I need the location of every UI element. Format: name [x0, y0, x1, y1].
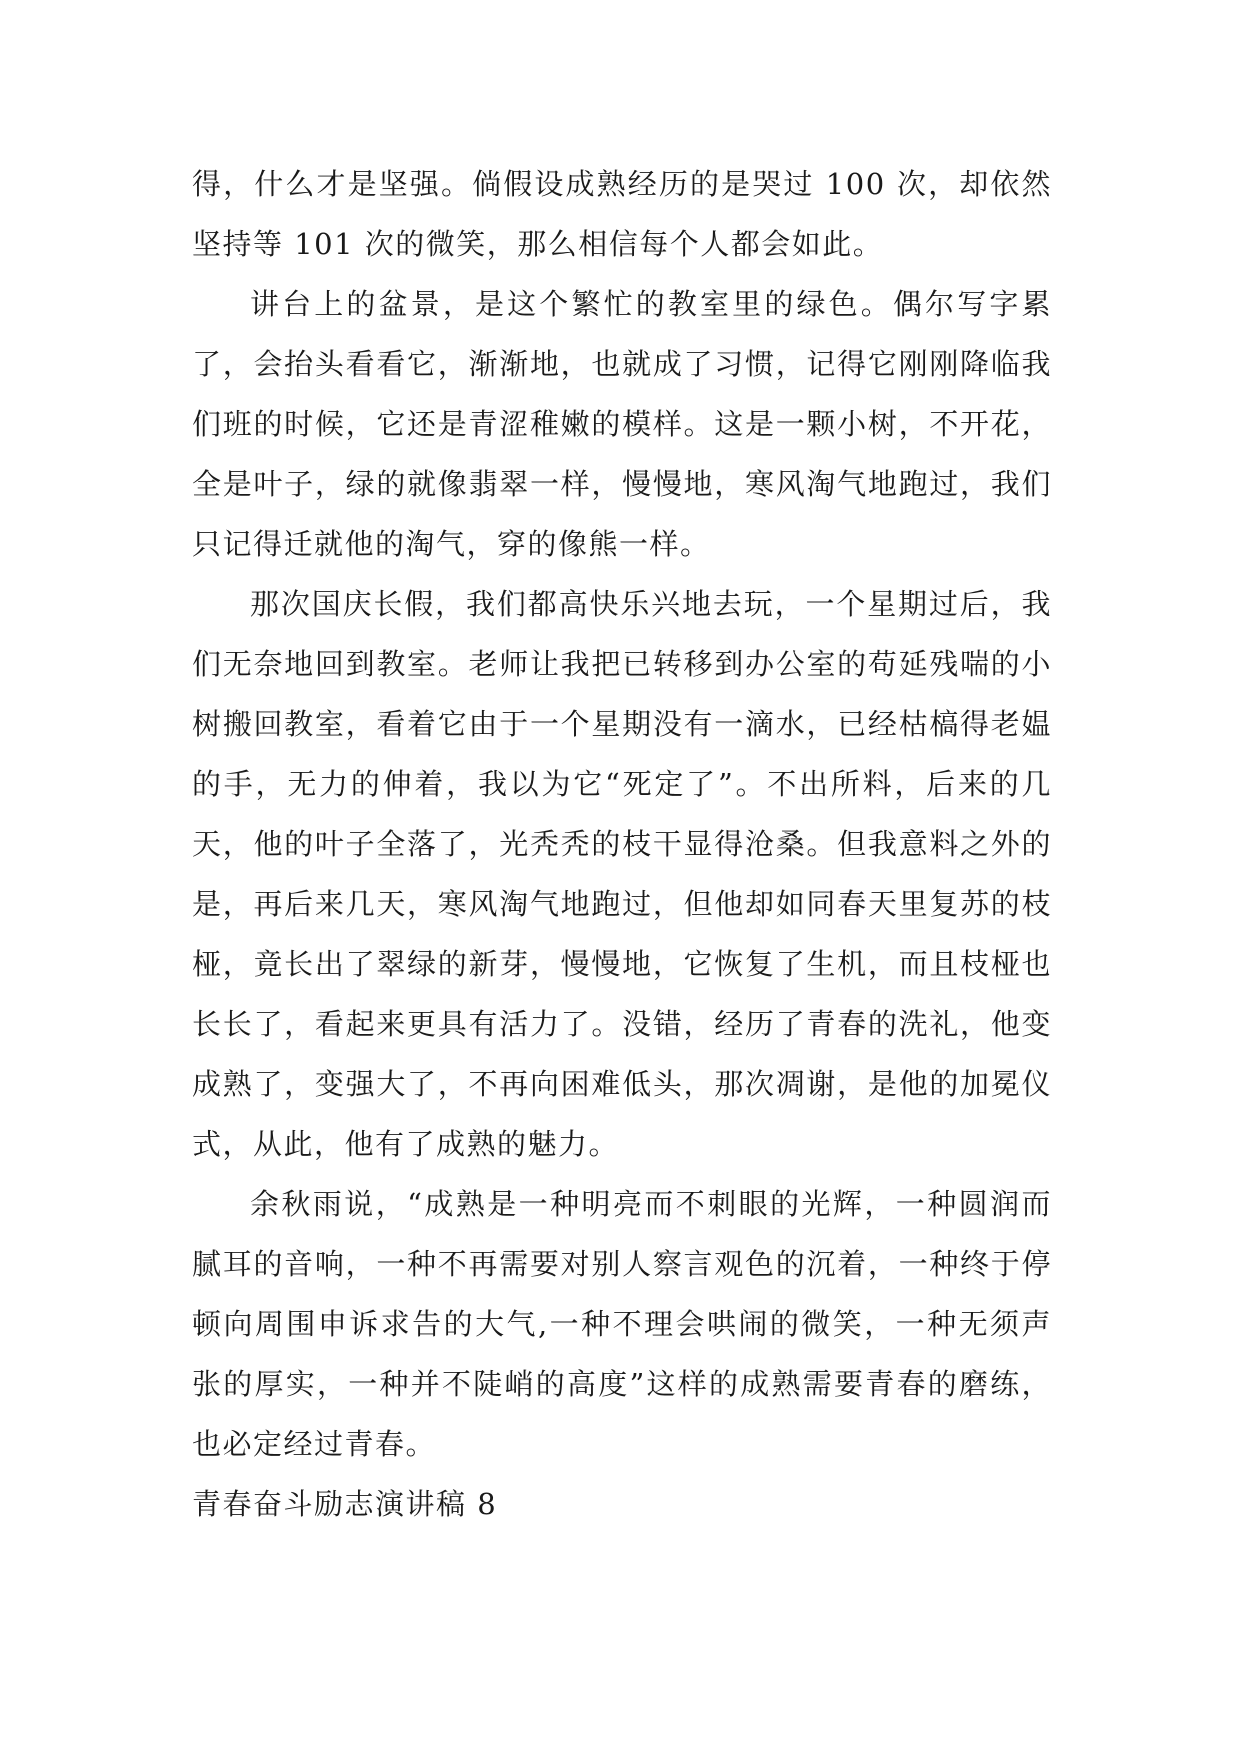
paragraph-bonsai: 讲台上的盆景，是这个繁忙的教室里的绿色。偶尔写字累了，会抬头看看它，渐渐地，也就成了习惯，记得它刚刚降临我们班的时候，它还是青涩稚嫩的模样。这是一颗小树，不开花，全是叶子，绿的就像翡翠一样，慢慢地，寒风淘气地跑过，我们只记得迁就他的淘气，穿的像熊一样。 [192, 287, 1052, 561]
paragraph-continuation: 得，什么才是坚强。倘假设成熟经历的是哭过 100 次，却依然坚持等 101 次的微笑，那么相信每个人都会如此。 [192, 167, 1052, 261]
section-heading: 青春奋斗励志演讲稿 8 [192, 1487, 498, 1521]
paragraph-national-day: 那次国庆长假，我们都高快乐兴地去玩，一个星期过后，我们无奈地回到教室。老师让我把已转移到办公室的苟延残喘的小树搬回教室，看着它由于一个星期没有一滴水，已经枯槁得老媪的手，无力的伸着，我以为它“死定了”。不出所料，后来的几天，他的叶子全落了，光秃秃的枝干显得沧桑。但我意料之外的是，再后来几天，寒风淘气地跑过，但他却如同春天里复苏的枝桠，竟长出了翠绿的新芽，慢慢地，它恢复了生机，而且枝桠也长长了，看起来更具有活力了。没错，经历了青春的洗礼，他变成熟了，变强大了，不再向困难低头，那次凋谢，是他的加冕仪式，从此，他有了成熟的魅力。 [192, 587, 1052, 1161]
paragraph-yu-qiuyu-quote: 余秋雨说，“成熟是一种明亮而不刺眼的光辉，一种圆润而腻耳的音响，一种不再需要对别人察言观色的沉着，一种终于停顿向周围申诉求告的大气,一种不理会哄闹的微笑，一种无须声张的厚实，一种并不陡峭的高度”这样的成熟需要青春的磨练，也必定经过青春。 [192, 1187, 1052, 1461]
document-body [192, 154, 1052, 1534]
